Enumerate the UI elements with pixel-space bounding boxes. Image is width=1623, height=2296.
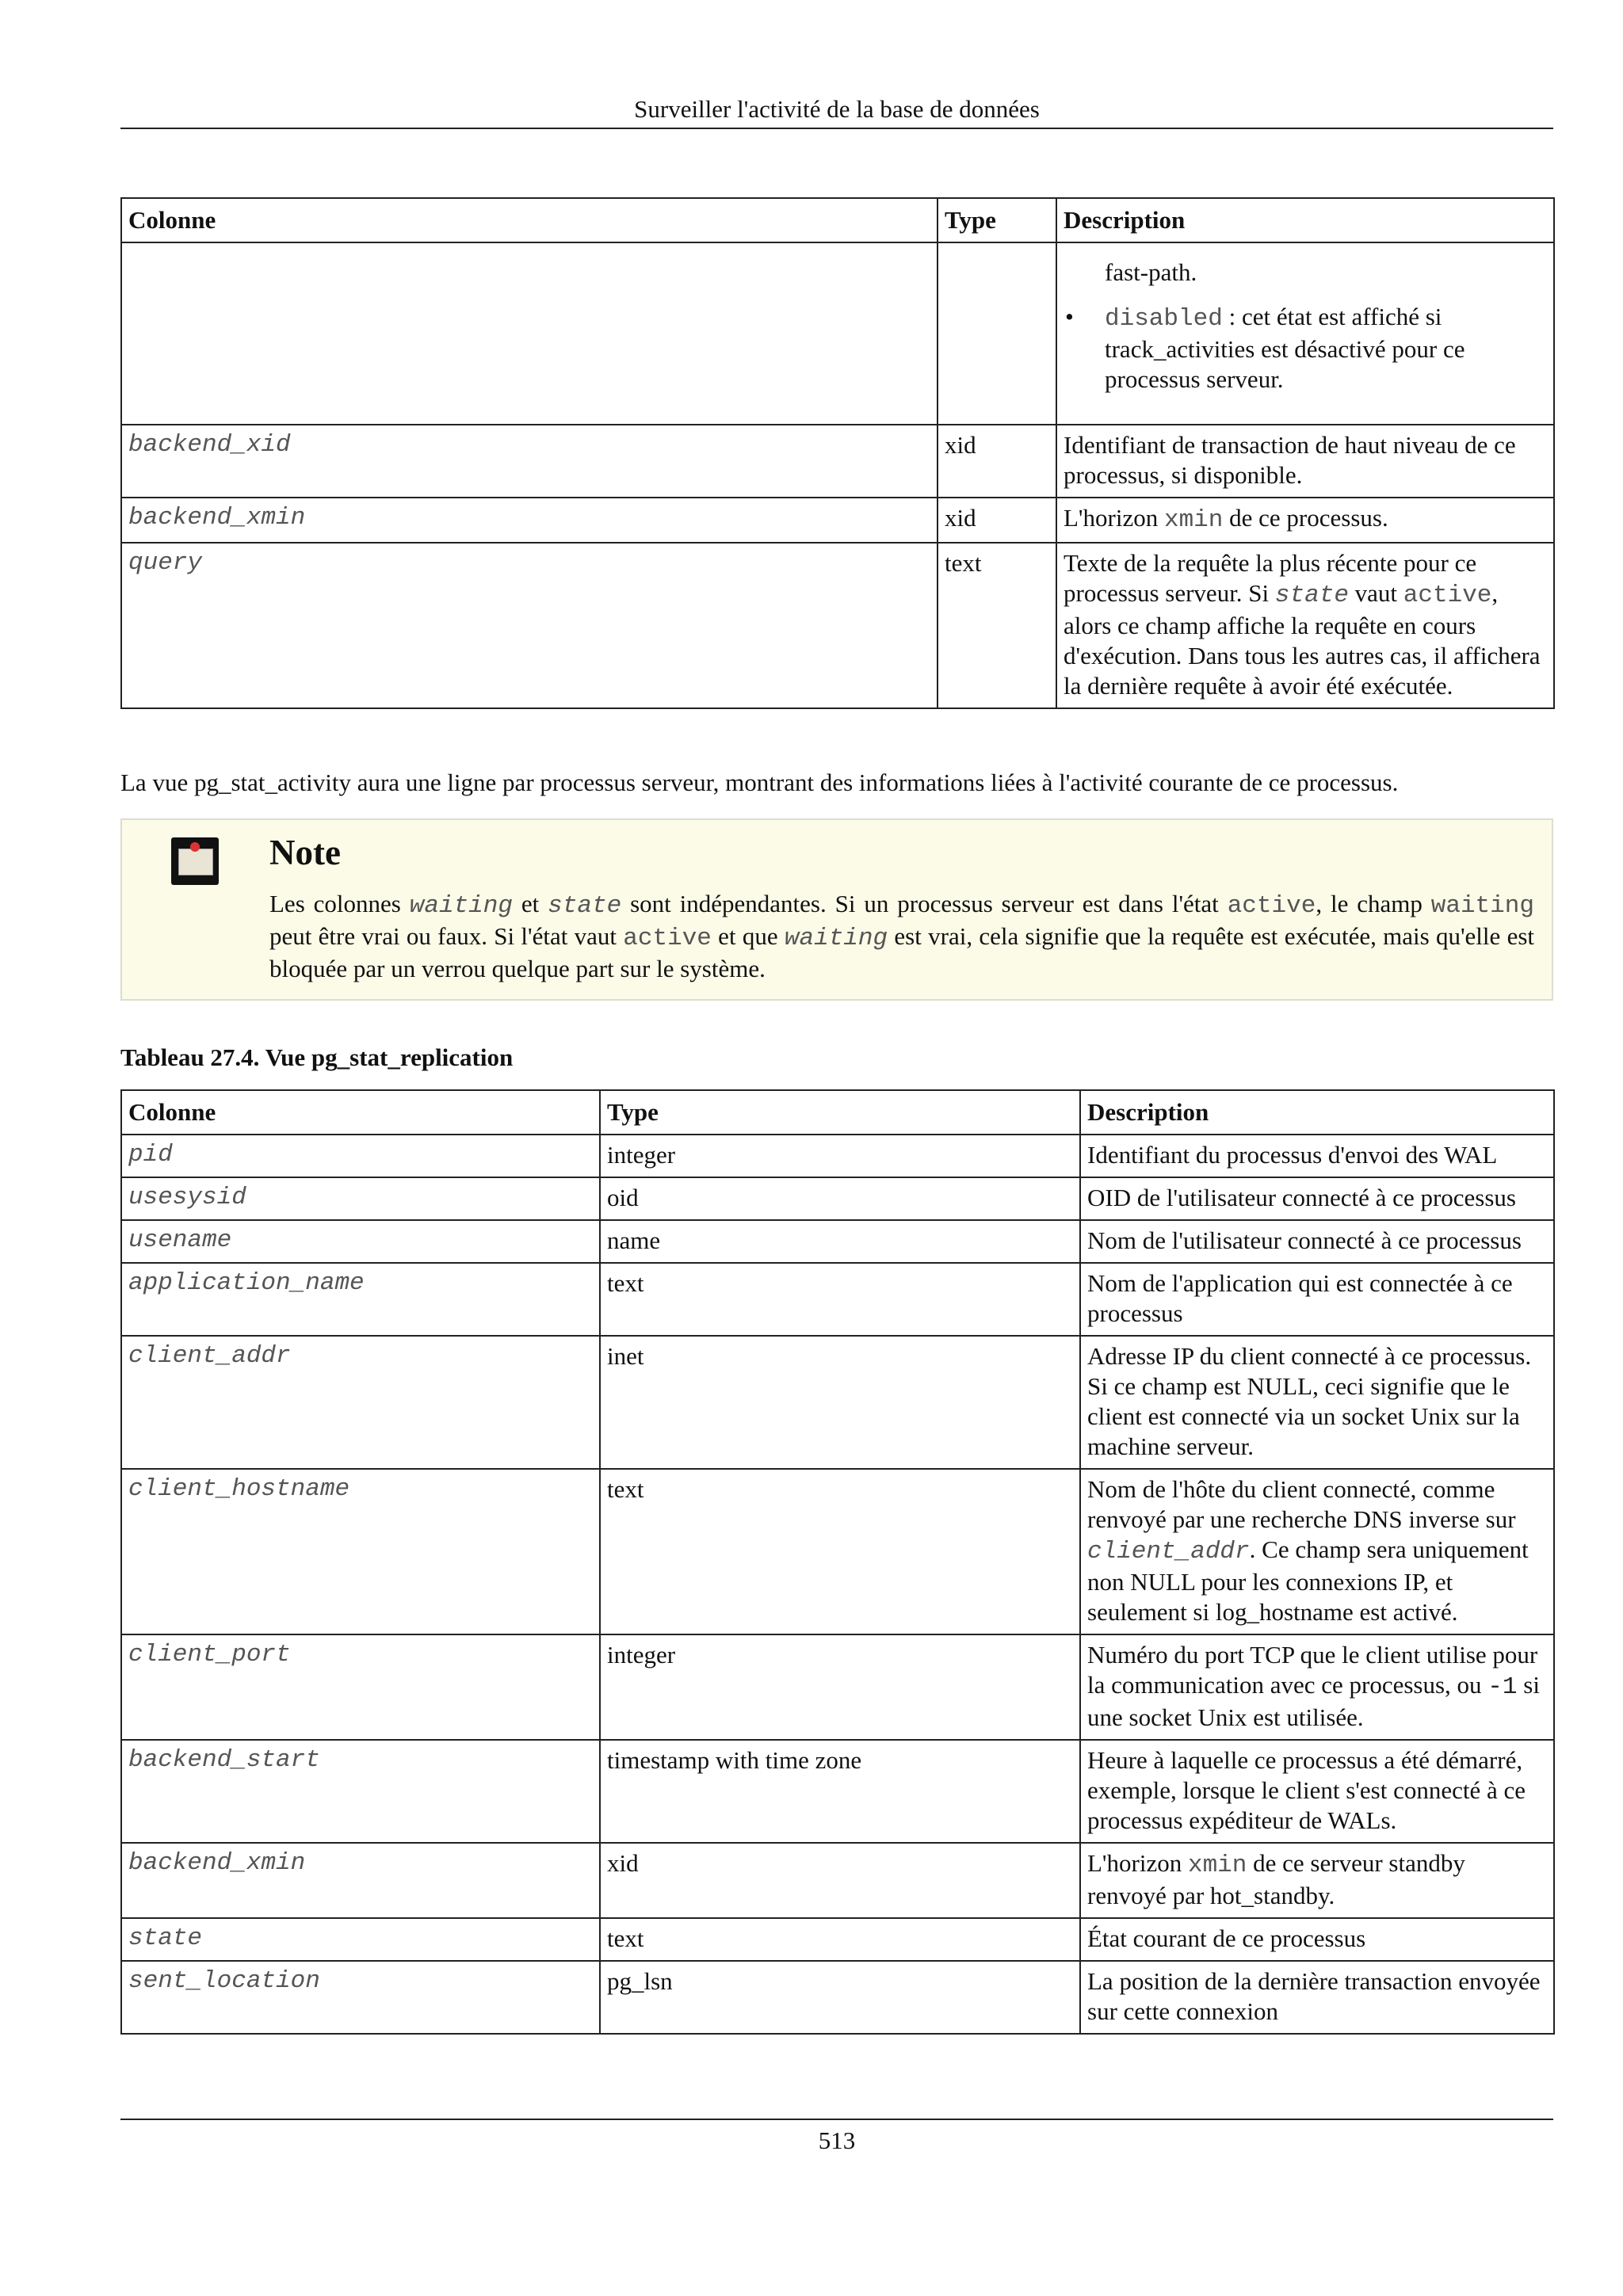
description-cell: Heure à laquelle ce processus a été démarré, exemple, lorsque le client s'est connecté à ce processus expéditeur de WALs. <box>1080 1740 1554 1843</box>
note-code: active <box>623 925 712 952</box>
state-continuation: fast-path. <box>1105 258 1197 286</box>
type-cell: oid <box>600 1177 1080 1220</box>
column-cell: backend_start <box>121 1740 600 1843</box>
description-cell <box>1080 1469 1554 1634</box>
column-cell: client_port <box>121 1634 600 1740</box>
header-rule <box>120 128 1553 129</box>
description-cell: Nom de l'utilisateur connecté à ce processus <box>1080 1220 1554 1263</box>
type-cell: text <box>600 1263 1080 1336</box>
column-cell: usesysid <box>121 1177 600 1220</box>
desc-text: . Ce champ sera uniquement non NULL pour les connexions IP, et seulement si log_hostname est activé. <box>1087 1535 1529 1626</box>
type-cell <box>938 242 1056 425</box>
description-cell <box>1056 498 1554 543</box>
state-bullet-text: : cet état est affiché si track_activities est désactivé pour ce processus serveur. <box>1105 303 1465 393</box>
table-row <box>121 1843 1554 1918</box>
description-cell <box>1080 1634 1554 1740</box>
desc-text: Numéro du port TCP que le client utilise pour la communication avec ce processus, ou <box>1087 1641 1538 1699</box>
desc-code: active <box>1403 582 1492 609</box>
desc-text: L'horizon <box>1087 1849 1188 1877</box>
desc-text: L'horizon <box>1064 504 1164 532</box>
note-fragment: est vrai, cela signifie que la requête est exécutée, mais qu'elle est bloquée par un verrou quelque part sur le système. <box>269 922 1535 982</box>
note-title: Note <box>269 833 341 872</box>
table-row <box>121 1961 1554 2034</box>
column-cell: sent_location <box>121 1961 600 2034</box>
column-cell: query <box>121 543 938 708</box>
desc-code: state <box>1274 582 1349 609</box>
type-cell: text <box>600 1469 1080 1634</box>
table-header-row <box>121 1090 1554 1135</box>
type-cell: timestamp with time zone <box>600 1740 1080 1843</box>
header-colonne: Colonne <box>121 198 938 242</box>
description-cell: OID de l'utilisateur connecté à ce processus <box>1080 1177 1554 1220</box>
desc-code: -1 <box>1487 1673 1518 1701</box>
list-item <box>1064 302 1547 395</box>
column-cell: backend_xid <box>121 425 938 498</box>
footer-rule <box>120 2119 1553 2120</box>
running-header: Surveiller l'activité de la base de données <box>634 95 1040 123</box>
type-cell: integer <box>600 1634 1080 1740</box>
bullet-icon: • <box>1065 303 1074 330</box>
table-row <box>121 1263 1554 1336</box>
table-row <box>121 242 1554 425</box>
note-fragment: et que <box>711 922 785 950</box>
note-box <box>120 818 1553 1001</box>
type-cell: xid <box>600 1843 1080 1918</box>
desc-text: Nom de l'hôte du client connecté, comme renvoyé par une recherche DNS inverse sur <box>1087 1475 1516 1533</box>
description-cell <box>1056 543 1554 708</box>
column-cell: backend_xmin <box>121 498 938 543</box>
type-cell: text <box>600 1918 1080 1961</box>
description-cell <box>1056 242 1554 425</box>
desc-text: si une socket Unix est utilisée. <box>1087 1671 1540 1731</box>
note-code: waiting <box>1430 892 1534 920</box>
column-cell: pid <box>121 1135 600 1177</box>
state-code: disabled <box>1105 305 1223 333</box>
desc-text: Texte de la requête la plus récente pour ce processus serveur. Si <box>1064 549 1477 607</box>
description-cell: La position de la dernière transaction envoyée sur cette connexion <box>1080 1961 1554 2034</box>
note-fragment: , le champ <box>1316 890 1431 917</box>
type-cell: pg_lsn <box>600 1961 1080 2034</box>
table-row <box>121 425 1554 498</box>
description-cell: Adresse IP du client connecté à ce processus. Si ce champ est NULL, ceci signifie que le client est connecté via un socket Unix sur la machine serveur. <box>1080 1336 1554 1469</box>
note-code: waiting <box>409 892 513 920</box>
desc-code: xmin <box>1163 506 1224 534</box>
table-row <box>121 1634 1554 1740</box>
description-cell <box>1080 1843 1554 1918</box>
table-header-row <box>121 198 1554 242</box>
activity-table <box>120 197 1555 709</box>
description-cell: État courant de ce processus <box>1080 1918 1554 1961</box>
note-fragment: peut être vrai ou faux. Si l'état vaut <box>269 922 624 950</box>
desc-code: client_addr <box>1087 1538 1250 1566</box>
note-text <box>269 889 1534 984</box>
pin-icon <box>190 842 200 852</box>
desc-code: xmin <box>1187 1852 1247 1879</box>
table-row <box>121 1135 1554 1177</box>
table-row <box>121 1918 1554 1961</box>
column-cell: usename <box>121 1220 600 1263</box>
note-code: state <box>548 892 622 920</box>
note-icon <box>171 837 219 885</box>
column-cell: application_name <box>121 1263 600 1336</box>
type-cell: xid <box>938 425 1056 498</box>
header-type: Type <box>600 1090 1080 1135</box>
column-cell: client_hostname <box>121 1469 600 1634</box>
column-cell <box>121 242 938 425</box>
header-description: Description <box>1056 198 1554 242</box>
type-cell: integer <box>600 1135 1080 1177</box>
table-row <box>121 543 1554 708</box>
column-cell: client_addr <box>121 1336 600 1469</box>
table-caption: Tableau 27.4. Vue pg_stat_replication <box>120 1043 514 1071</box>
note-fragment: et <box>512 890 548 917</box>
table-row <box>121 1740 1554 1843</box>
column-cell: state <box>121 1918 600 1961</box>
table-row <box>121 1220 1554 1263</box>
description-cell: Identifiant du processus d'envoi des WAL <box>1080 1135 1554 1177</box>
description-cell: Nom de l'application qui est connectée à ce processus <box>1080 1263 1554 1336</box>
desc-text: , alors ce champ affiche la requête en cours d'exécution. Dans tous les autres cas, il affichera la dernière requête à avoir été exécutée. <box>1064 579 1541 700</box>
type-cell: text <box>938 543 1056 708</box>
table-row <box>121 1469 1554 1634</box>
table-row <box>121 1336 1554 1469</box>
note-paper-icon <box>178 849 213 875</box>
type-cell: name <box>600 1220 1080 1263</box>
header-colonne: Colonne <box>121 1090 600 1135</box>
note-code: waiting <box>784 925 888 952</box>
column-cell: backend_xmin <box>121 1843 600 1918</box>
description-cell: Identifiant de transaction de haut niveau de ce processus, si disponible. <box>1056 425 1554 498</box>
note-code: active <box>1227 892 1316 920</box>
note-fragment: Les colonnes <box>269 890 410 917</box>
header-type: Type <box>938 198 1056 242</box>
header-description: Description <box>1080 1090 1554 1135</box>
table-row <box>121 498 1554 543</box>
body-paragraph: La vue pg_stat_activity aura une ligne par processus serveur, montrant des informations liées à l'activité courante de ce processus. <box>120 769 1399 796</box>
table-row <box>121 1177 1554 1220</box>
desc-text: de ce processus. <box>1223 504 1388 532</box>
desc-text: de ce serveur standby renvoyé par hot_standby. <box>1087 1849 1465 1909</box>
type-cell: xid <box>938 498 1056 543</box>
page-number: 513 <box>818 2126 856 2154</box>
replication-table <box>120 1089 1555 2035</box>
desc-text: vaut <box>1348 579 1403 607</box>
note-fragment: sont indépendantes. Si un processus serveur est dans l'état <box>621 890 1228 917</box>
type-cell: inet <box>600 1336 1080 1469</box>
